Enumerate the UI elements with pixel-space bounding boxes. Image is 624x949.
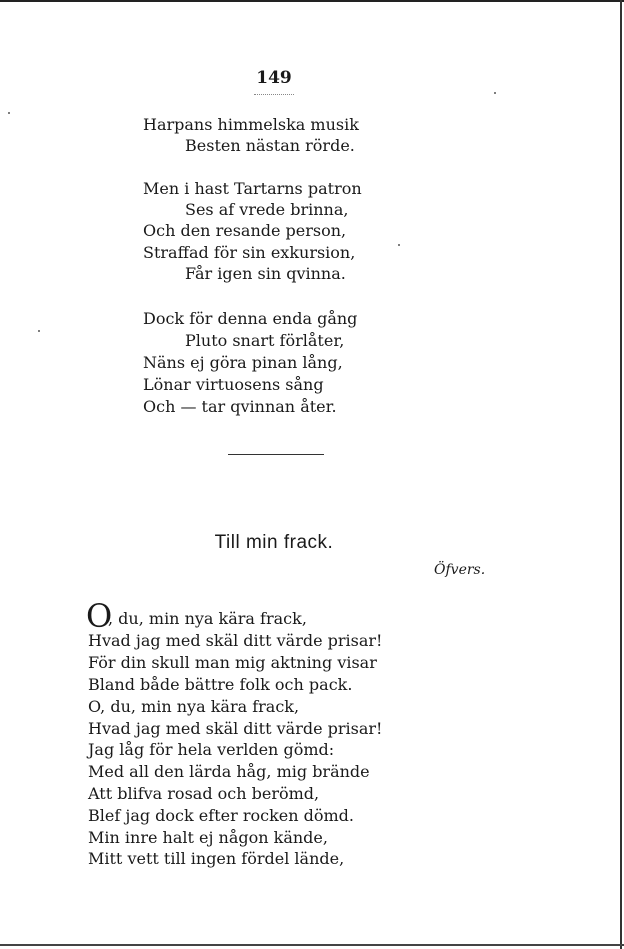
poem2-line: Bland både bättre folk och pack.	[88, 675, 353, 694]
poem1-line: Besten nästan rörde.	[185, 136, 355, 155]
drop-cap: O	[86, 597, 113, 635]
scan-speck	[494, 92, 496, 94]
poem1-line: Näns ej göra pinan lång,	[143, 353, 343, 372]
poem2-first-line: , du, min nya kära frack,	[108, 609, 307, 628]
poem1-line: Men i hast Tartarns patron	[143, 179, 362, 198]
poem2-line: O, du, min nya kära frack,	[88, 697, 300, 716]
poem2-line: För din skull man mig aktning visar	[88, 653, 377, 672]
poem1-line: Harpans himmelska musik	[143, 115, 359, 134]
poem-title: Till min frack.	[214, 532, 334, 553]
page-number-rule	[254, 94, 294, 95]
scan-speck	[398, 244, 400, 246]
poem2-line: Med all den lärda håg, mig brände	[88, 762, 370, 781]
poem2-line: Hvad jag med skäl ditt värde prisar!	[88, 719, 383, 738]
page-edge-bottom	[0, 944, 624, 946]
page-number: 149	[256, 68, 292, 88]
page-edge-top	[0, 0, 624, 2]
poem1-line: Får igen sin qvinna.	[185, 264, 346, 283]
poem1-line: Lönar virtuosens sång	[143, 375, 324, 394]
poem2-line: Jag låg för hela verlden gömd:	[88, 740, 335, 759]
section-divider	[228, 454, 324, 455]
scan-speck	[38, 330, 40, 332]
poem2-line: Blef jag dock efter rocken dömd.	[88, 806, 354, 825]
poem2-line: Min inre halt ej någon kände,	[88, 828, 328, 847]
poem1-line: Dock för denna enda gång	[143, 309, 358, 328]
poem-attribution: Öfvers.	[434, 562, 486, 578]
poem1-line: Och — tar qvinnan åter.	[143, 397, 337, 416]
scan-speck	[8, 112, 10, 114]
poem2-line: Att blifva rosad och berömd,	[88, 784, 320, 803]
page-edge-right	[620, 0, 622, 949]
poem1-line: Straffad för sin exkursion,	[143, 243, 356, 262]
poem2-line: Hvad jag med skäl ditt värde prisar!	[88, 631, 383, 650]
poem1-line: Och den resande person,	[143, 221, 347, 240]
poem2-line: Mitt vett till ingen fördel lände,	[88, 849, 345, 868]
poem1-line: Ses af vrede brinna,	[185, 200, 349, 219]
poem1-line: Pluto snart förlåter,	[185, 331, 345, 350]
